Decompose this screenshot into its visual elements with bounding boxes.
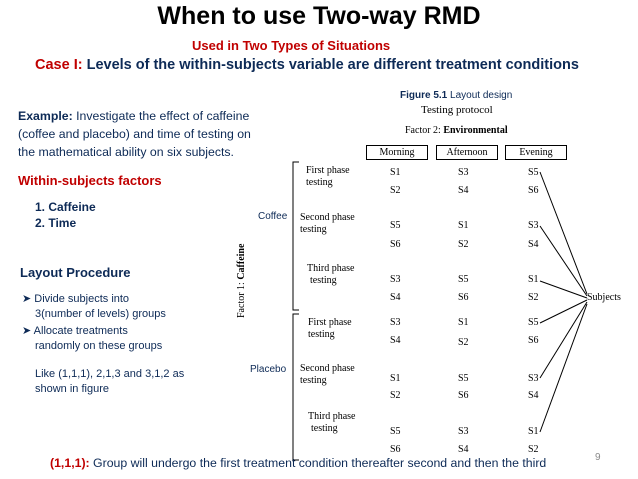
- within-subjects-heading: Within-subjects factors: [18, 173, 162, 188]
- arrow-bullet-icon: ➤: [22, 293, 32, 305]
- subject-cell: S1: [528, 274, 539, 285]
- subject-cell: S6: [390, 444, 401, 455]
- subtitle: Used in Two Types of Situations: [192, 38, 391, 53]
- subject-cell: S3: [458, 167, 469, 178]
- figure-caption-text: Layout design: [447, 90, 513, 101]
- page-title: When to use Two-way RMD: [157, 2, 481, 30]
- subject-cell: S3: [528, 373, 539, 384]
- subject-cell: S4: [528, 390, 539, 401]
- bullet-line2: 3(number of levels) groups: [35, 308, 166, 320]
- case-label: Case I:: [35, 57, 83, 73]
- subject-cell: S3: [458, 426, 469, 437]
- subjects-label: Subjects: [587, 292, 621, 303]
- subjects-arrow: [540, 304, 587, 432]
- subject-cell: S5: [390, 426, 401, 437]
- subject-cell: S4: [458, 444, 469, 455]
- subject-cell: S5: [528, 317, 539, 328]
- example-line2: (coffee and placebo) and time of testing on: [18, 127, 251, 141]
- subject-cell: S6: [458, 292, 469, 303]
- arrow-bullet-icon: ➤: [22, 325, 32, 337]
- bullet-line2: randomly on these groups: [35, 340, 163, 352]
- factor-item: 1. Caffeine: [35, 200, 96, 214]
- factor2-prefix: Factor 2:: [405, 125, 444, 136]
- example-line1: Investigate the effect of caffeine: [72, 109, 250, 123]
- phase-line1: Second phase: [300, 363, 355, 374]
- factor1-value: Caffeine: [236, 243, 247, 280]
- factor1-prefix: Factor 1:: [236, 279, 247, 318]
- subject-cell: S6: [528, 335, 539, 346]
- bullet-line1: Allocate treatments: [33, 325, 128, 337]
- phase-line1: Third phase: [308, 411, 356, 422]
- subjects-arrow: [540, 281, 587, 298]
- phase-line1: Third phase: [307, 263, 355, 274]
- subject-cell: S2: [528, 292, 539, 303]
- placebo-bracket: [293, 314, 299, 460]
- subject-cell: S4: [528, 239, 539, 250]
- subject-cell: S1: [390, 373, 401, 384]
- subject-cell: S5: [528, 167, 539, 178]
- phase-line2: testing: [311, 423, 338, 434]
- column-header-morning: Morning: [366, 145, 428, 160]
- subjects-arrow: [540, 300, 587, 323]
- bullet-line1: Divide subjects into: [34, 293, 130, 305]
- phase-line2: testing: [306, 177, 333, 188]
- subject-cell: S3: [390, 274, 401, 285]
- factor2-value: Environmental: [443, 125, 508, 136]
- subject-cell: S3: [528, 220, 539, 231]
- subject-cell: S2: [458, 337, 469, 348]
- example-line3: the mathematical ability on six subjects.: [18, 145, 234, 159]
- footer-label: (1,1,1):: [50, 456, 90, 470]
- phase-line2: testing: [310, 275, 337, 286]
- case-text: Levels of the within-subjects variable are different treatment conditions: [82, 57, 579, 73]
- subject-cell: S5: [458, 274, 469, 285]
- phase-line1: First phase: [306, 165, 350, 176]
- subject-cell: S2: [390, 390, 401, 401]
- phase-line2: testing: [308, 329, 335, 340]
- example-label: Example:: [18, 109, 73, 123]
- subject-cell: S4: [390, 292, 401, 303]
- phase-line2: testing: [300, 224, 327, 235]
- subject-cell: S6: [390, 239, 401, 250]
- subject-cell: S4: [458, 185, 469, 196]
- subject-cell: S1: [458, 220, 469, 231]
- footer-text: Group will undergo the first treatment condition thereafter second and then the third: [89, 456, 547, 470]
- subject-cell: S3: [390, 317, 401, 328]
- subjects-arrow: [540, 172, 587, 294]
- like-line1: Like (1,1,1), 2,1,3 and 3,1,2 as: [35, 368, 185, 380]
- phase-line2: testing: [300, 375, 327, 386]
- subject-cell: S6: [528, 185, 539, 196]
- subject-cell: S2: [390, 185, 401, 196]
- page-number: 9: [595, 452, 601, 463]
- column-header-afternoon: Afternoon: [436, 145, 498, 160]
- subject-cell: S5: [458, 373, 469, 384]
- group-label-coffee: Coffee: [258, 211, 288, 222]
- subject-cell: S6: [458, 390, 469, 401]
- subject-cell: S1: [458, 317, 469, 328]
- phase-line1: Second phase: [300, 212, 355, 223]
- coffee-bracket: [293, 162, 299, 310]
- layout-procedure-heading: Layout Procedure: [20, 265, 131, 280]
- like-line2: shown in figure: [35, 383, 109, 395]
- column-header-evening: Evening: [505, 145, 567, 160]
- subjects-arrow: [540, 226, 587, 296]
- subject-cell: S1: [390, 167, 401, 178]
- subject-cell: S2: [528, 444, 539, 455]
- subject-cell: S5: [390, 220, 401, 231]
- group-label-placebo: Placebo: [250, 364, 287, 375]
- subject-cell: S2: [458, 239, 469, 250]
- footer-note: [50, 456, 546, 470]
- factor-item: 2. Time: [35, 216, 77, 230]
- subject-cell: S4: [390, 335, 401, 346]
- testing-protocol-label: Testing protocol: [421, 104, 493, 116]
- subject-cell: S1: [528, 426, 539, 437]
- figure-caption-label: Figure 5.1: [400, 90, 448, 101]
- phase-line1: First phase: [308, 317, 352, 328]
